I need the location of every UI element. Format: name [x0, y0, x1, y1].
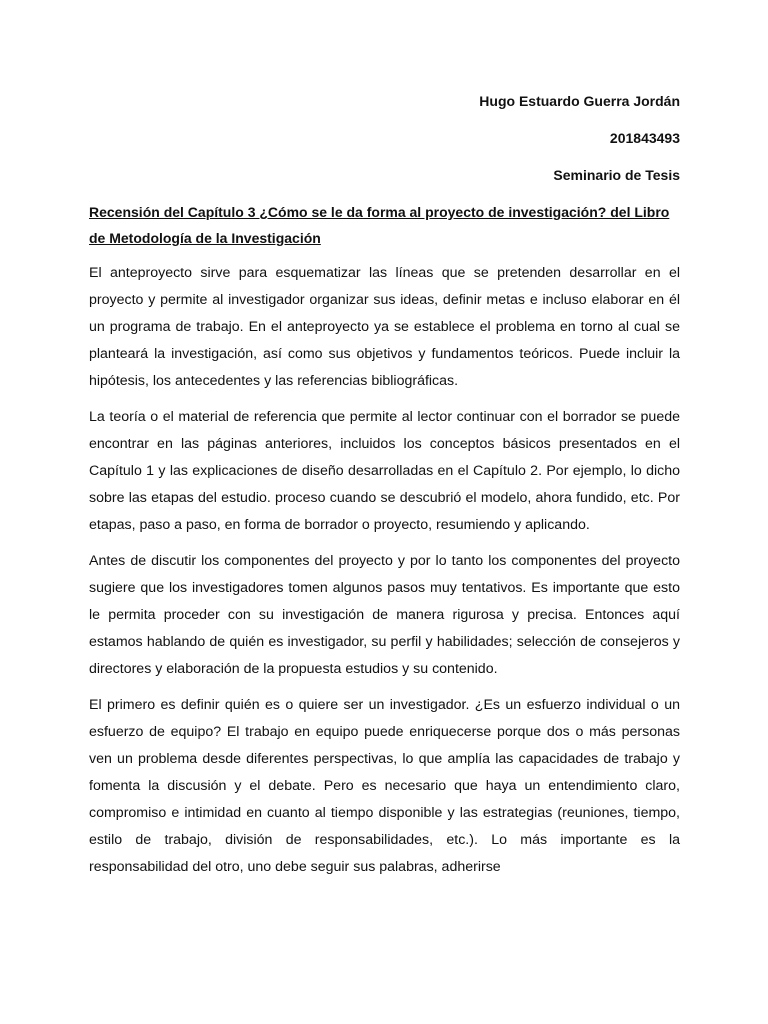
student-id: 201843493: [609, 130, 680, 146]
paragraph: El primero es definir quién es o quiere ser un investigador. ¿Es un esfuerzo individual o un esfuerzo de equipo? El trabajo en equipo puede enriquecerse porque dos o más personas ven un problema desde diferentes perspectivas, lo que amplía las capacidades de trabajo y fomenta la discusión y el debate. Pero es necesario que haya un entendimiento claro, compromiso e intimidad en cuanto al tiempo disponible y las estrategias (reuniones, tiempo, estilo de trabajo, división de responsabilidades, etc.). Lo más importante es la responsabilidad del otro, uno debe seguir sus palabras, adherirse: [89, 697, 680, 875]
paragraph: La teoría o el material de referencia que permite al lector continuar con el borrador se puede encontrar en las páginas anteriores, incluidos los conceptos básicos presentados en el Capítulo 1 y las explicaciones de diseño desarrolladas en el Capítulo 2. Por ejemplo, lo dicho sobre las etapas del estudio. proceso cuando se descubrió el modelo, ahora fundido, etc. Por etapas, paso a paso, en forma de borrador o proyecto, resumiendo y aplicando.: [89, 409, 680, 533]
author-name: Hugo Estuardo Guerra Jordán: [479, 93, 680, 109]
paragraph: Antes de discutir los componentes del proyecto y por lo tanto los componentes del proyecto sugiere que los investigadores tomen algunos pasos muy tentativos. Es importante que esto le permita proceder con su investigación de manera rigurosa y precisa. Entonces aquí estamos hablando de quién es investigador, su perfil y habilidades; selección de consejeros y directores y elaboración de la propuesta estudios y su contenido.: [89, 553, 680, 677]
document-title: Recensión del Capítulo 3 ¿Cómo se le da forma al proyecto de investigación? del Libro de Metodología de la Investigación: [89, 204, 670, 246]
document-page: [89, 88, 680, 890]
course-name: Seminario de Tesis: [553, 167, 680, 183]
paragraph: El anteproyecto sirve para esquematizar las líneas que se pretenden desarrollar en el proyecto y permite al investigador organizar sus ideas, definir metas e incluso elaborar en él un programa de trabajo. En el anteproyecto ya se establece el problema en torno al cual se planteará la investigación, así como sus objetivos y fundamentos teóricos. Puede incluir la hipótesis, los antecedentes y las referencias bibliográficas.: [89, 265, 680, 389]
